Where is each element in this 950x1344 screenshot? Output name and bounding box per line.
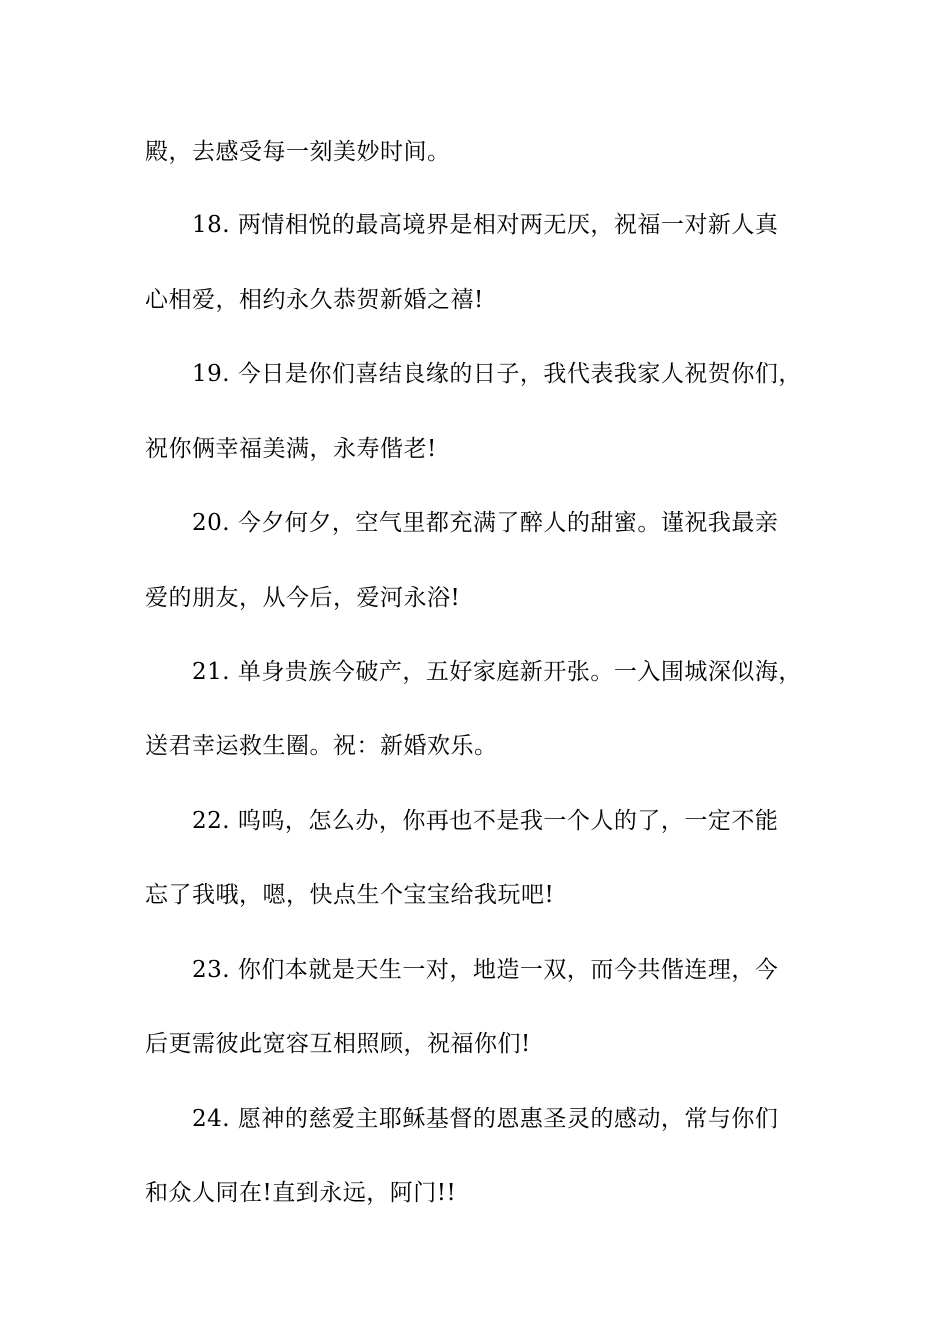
text-line: 爱的朋友，从今后，爱河永浴! <box>145 585 461 611</box>
text-line: 祝你俩幸福美满，永寿偕老! <box>145 436 437 462</box>
text-line: 送君幸运救生圈。祝：新婚欢乐。 <box>145 733 498 759</box>
text-line: 忘了我哦，嗯，快点生个宝宝给我玩吧! <box>145 882 555 908</box>
text-line: 20. 今夕何夕，空气里都充满了醉人的甜蜜。谨祝我最亲 <box>192 510 779 536</box>
text-line: 殿，去感受每一刻美妙时间。 <box>145 139 451 165</box>
text-line: 21. 单身贵族今破产，五好家庭新开张。一入围城深似海， <box>192 659 802 685</box>
text-line: 24. 愿神的慈爱主耶稣基督的恩惠圣灵的感动，常与你们 <box>192 1106 779 1132</box>
text-line: 18. 两情相悦的最高境界是相对两无厌，祝福一对新人真 <box>192 212 779 238</box>
text-line: 和众人同在!直到永远，阿门!! <box>145 1180 457 1206</box>
text-line: 22. 呜呜，怎么办，你再也不是我一个人的了，一定不能 <box>192 808 779 834</box>
text-line: 23. 你们本就是天生一对，地造一双，而今共偕连理，今 <box>192 957 779 983</box>
text-line: 19. 今日是你们喜结良缘的日子，我代表我家人祝贺你们， <box>192 361 802 387</box>
text-line: 后更需彼此宽容互相照顾，祝福你们! <box>145 1031 531 1057</box>
text-line: 心相爱，相约永久恭贺新婚之禧! <box>145 287 484 313</box>
